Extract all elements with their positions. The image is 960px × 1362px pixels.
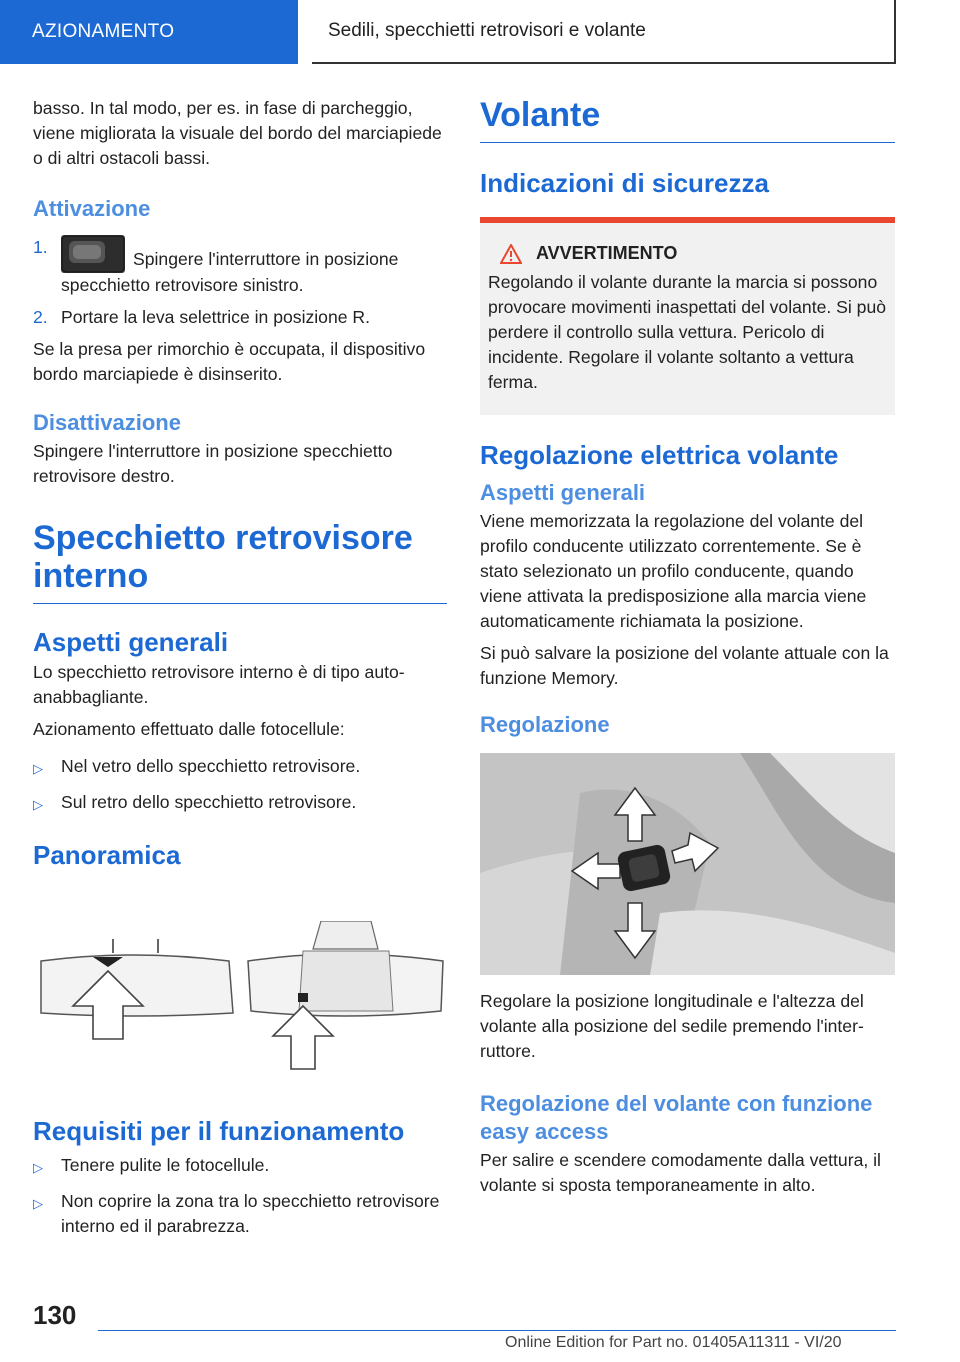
easy-access-heading: Regolazione del volante con funzione easy access: [480, 1091, 873, 1144]
bullet-triangle-icon: ▷: [33, 1160, 43, 1175]
bullet-triangle-icon: ▷: [33, 797, 43, 812]
left-column: [33, 96, 447, 1248]
step-text: Portare la leva selettrice in posizione R.: [61, 307, 371, 327]
overview-heading: Panoramica: [33, 840, 181, 870]
warning-triangle-icon: [500, 244, 522, 264]
general-paragraph-right-2: Si può salvare la posizione del volante attuale con la funzione Memory.: [480, 643, 889, 688]
general-heading-left: Aspetti generali: [33, 627, 229, 657]
step-1: [33, 235, 447, 298]
mirror-heading-block: [33, 519, 447, 604]
mirror-illustration: [33, 921, 447, 1091]
right-column: [480, 96, 895, 1205]
requirements-heading: Requisiti per il funzionamento: [33, 1116, 405, 1146]
safety-heading: Indicazioni di sicurezza: [480, 168, 769, 198]
easy-access-paragraph: Per salire e scendere comodamente dalla vettura, il volante si sposta temporaneamente in alto.: [480, 1150, 881, 1195]
steering-title-block: [480, 96, 895, 143]
bullet-triangle-icon: ▷: [33, 761, 43, 776]
section-title: AZIONAMENTO: [32, 21, 175, 42]
footer-divider: [98, 1330, 896, 1331]
warning-title-row: [488, 243, 887, 264]
chapter-title: Sedili, specchietti retrovisori e volante: [328, 20, 646, 41]
general-paragraph-left: Lo specchietto retrovisore interno è di tipo autoanabbagliante.: [33, 662, 405, 707]
steering-title: Volante: [480, 96, 601, 134]
step-2: [33, 305, 447, 330]
steering-adjust-photo: [480, 753, 895, 975]
adjust-paragraph: Regolare la posizione longitudinale e l'altezza del volante alla posizione del sedile premendo l'interruttore.: [480, 991, 864, 1061]
list-item: ▷ Nel vetro dello specchietto retrovisore.: [33, 754, 447, 781]
page-number: 130: [33, 1300, 77, 1330]
section-tab: [0, 0, 298, 64]
step-number: 1.: [33, 237, 48, 257]
mirror-switch-icon: [61, 235, 125, 273]
warning-text: Regolando il volante durante la marcia si possono provocare movimenti inaspettati del volante. Si può perdere il controllo sulla vettura. Pericolo di incidente. Regolare il volante soltanto a vettura ferma.: [488, 272, 887, 392]
adjust-heading: Regolazione: [480, 712, 610, 737]
footer-edition: Online Edition for Part no. 01405A11311 - VI/20: [505, 1334, 842, 1351]
general-heading-right: Aspetti generali: [480, 480, 646, 505]
bullet-triangle-icon: ▷: [33, 1196, 43, 1211]
intro-paragraph: basso. In tal modo, per es. in fase di parcheggio, viene migliorata la visuale del bordo del marciapiede o di altri ostacoli bassi.: [33, 98, 442, 168]
activation-note: Se la presa per rimorchio è occupata, il dispositivo bordo marciapiede è disinserito.: [33, 339, 426, 384]
rearview-mirror-figure: [33, 921, 447, 1081]
step-number: 2.: [33, 307, 48, 327]
mirror-heading: Specchietto retrovisore interno: [33, 519, 413, 595]
warning-box: [480, 217, 895, 415]
chapter-header: [312, 0, 896, 64]
deactivation-heading: Disattivazione: [33, 410, 181, 435]
list-item: ▷ Tenere pulite le fotocellule.: [33, 1153, 447, 1180]
list-item: ▷ Non coprire la zona tra lo specchietto retrovisore interno ed il parabrezza.: [33, 1189, 447, 1239]
electric-heading: Regolazione elettrica volante: [480, 440, 839, 470]
general-paragraph-right-1: Viene memorizzata la regolazione del volante del profilo conducente utilizzato correntemente. Se è stato selezionato un profilo conducente, quando viene attivata la predisposizione alla marcia viene automaticamente richiamata la posizione.: [480, 511, 867, 631]
list-item: ▷ Sul retro dello specchietto retrovisore.: [33, 790, 447, 817]
step-text: Spingere l'interruttore in posizione specchietto retrovisore sinistro.: [61, 249, 399, 295]
photocells-intro: Azionamento effettuato dalle fotocellule:: [33, 719, 345, 739]
activation-heading: Attivazione: [33, 196, 151, 221]
steering-switch-photo: [480, 753, 895, 975]
warning-title: AVVERTIMENTO: [536, 243, 678, 263]
deactivation-paragraph: Spingere l'interruttore in posizione specchietto retrovisore destro.: [33, 441, 393, 486]
